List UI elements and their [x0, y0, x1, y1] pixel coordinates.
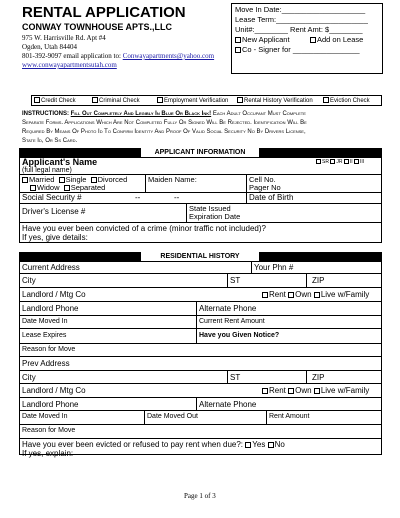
name-suffix-options [316, 158, 364, 166]
instructions-line3: Required By Means Of Photo Id To Confirm Identity And Proof Of Valid Social Security No By Drivers License, [22, 129, 306, 135]
instructions-emphasis: Fill Out Completely And Legibly In Blue Or Black Ink! [70, 111, 212, 117]
city-label: City [22, 276, 36, 285]
credit-check-checkbox[interactable] [34, 97, 40, 103]
landlord-phone-label: Landlord Phone [22, 304, 79, 313]
new-applicant-checkbox[interactable] [235, 37, 241, 43]
criminal-check-checkbox[interactable] [92, 97, 98, 103]
co-signer-checkbox[interactable] [235, 47, 241, 53]
date-of-birth-label: Date of Birth [249, 193, 294, 202]
eviction-no-label: No [274, 440, 285, 449]
zip-label: ZIP [312, 276, 325, 285]
own-label: Own [295, 290, 312, 299]
own-checkbox[interactable] [288, 292, 294, 298]
instructions-line1: Each Adult Occupant Must Complete [211, 111, 306, 117]
prev-live-family-label: Live w/Family [320, 386, 370, 395]
prev-alternate-phone-label: Alternate Phone [199, 400, 257, 409]
criminal-check-option[interactable] [92, 97, 140, 105]
rental-history-verification-checkbox[interactable] [237, 97, 243, 103]
eviction-question-text: Have you ever been evicted or refused to pay rent when due?: [22, 440, 244, 449]
eviction-yes-label: Yes [252, 440, 266, 449]
add-on-lease-checkbox[interactable] [310, 37, 316, 43]
prev-zip-label: ZIP [312, 373, 325, 382]
co-signer-label: Co - Signer for ________________ [242, 45, 360, 54]
rent-label: Rent [269, 290, 286, 299]
widow-checkbox[interactable] [30, 185, 36, 191]
pager-no-label: Pager No [249, 183, 281, 192]
separated-checkbox[interactable] [64, 185, 70, 191]
cell-no-label: Cell No. [249, 175, 276, 184]
suffix-iii-label: III [360, 159, 365, 165]
prev-landlord-mtg-label: Landlord / Mtg Co [22, 386, 86, 395]
rental-history-verification-option[interactable] [237, 97, 313, 105]
rental-history-verification-label: Rental History Verification [244, 98, 313, 104]
unit-rent-field[interactable]: Unit#:________ Rent Amt: $________ [235, 25, 363, 34]
eviction-no-checkbox[interactable] [268, 442, 274, 448]
suffix-jr-checkbox[interactable] [330, 159, 335, 164]
prev-reason-for-move-label: Reason for Move [22, 427, 76, 434]
credit-check-option[interactable] [34, 97, 76, 105]
applicant-section-title: APPLICANT INFORMATION [140, 148, 260, 157]
married-label: Married [29, 175, 55, 184]
prev-own-label: Own [295, 386, 312, 395]
prev-date-moved-out-label: Date Moved Out [147, 413, 198, 420]
ssn-dash-1: -- [135, 193, 141, 202]
new-applicant-label: New Applicant [242, 35, 290, 44]
eviction-check-option[interactable] [323, 97, 370, 105]
prev-rent-label: Rent [269, 386, 286, 395]
suffix-jr-label: JR [336, 159, 343, 165]
credit-check-label: Credit Check [41, 98, 76, 104]
prev-live-family-checkbox[interactable] [314, 388, 320, 394]
prev-rent-amount-label: Rent Amount [269, 413, 310, 420]
instructions-line4: State Id, Or Ss Card. [22, 138, 78, 144]
prev-date-moved-in-label: Date Moved In [22, 413, 68, 420]
prev-own-checkbox[interactable] [288, 388, 294, 394]
prev-address-label: Prev Address [22, 359, 70, 368]
lease-expires-label: Lease Expires [22, 332, 67, 339]
residential-section-title: RESIDENTIAL HISTORY [140, 252, 260, 261]
live-family-label: Live w/Family [320, 290, 370, 299]
company-address-line1: 975 W. Harrisville Rd. Apt #4 [22, 34, 106, 42]
instructions-lead: INSTRUCTIONS: [22, 111, 69, 117]
prev-landlord-phone-label: Landlord Phone [22, 400, 79, 409]
applicant-name-label: Applicant's Name [22, 157, 98, 167]
suffix-ii-label: II [349, 159, 353, 165]
email-link[interactable]: Conwayapartments@yahoo.com [122, 52, 215, 60]
state-label: ST [230, 276, 241, 285]
co-signer-option[interactable] [235, 46, 360, 54]
reason-for-move-label: Reason for Move [22, 346, 76, 353]
given-notice-label: Have you Given Notice? [199, 332, 280, 339]
drivers-license-label: Driver's License # [22, 207, 86, 216]
marital-status-row2 [30, 184, 105, 192]
maiden-name-label: Maiden Name: [148, 175, 197, 184]
separated-label: Separated [70, 183, 106, 192]
expiration-date-label: Expiration Date [189, 212, 241, 221]
housing-type-options [262, 290, 369, 300]
criminal-check-label: Criminal Check [99, 98, 140, 104]
landlord-mtg-label: Landlord / Mtg Co [22, 290, 86, 299]
add-on-lease-label: Add on Lease [317, 35, 364, 44]
suffix-iii-checkbox[interactable] [354, 159, 359, 164]
current-rent-amount-label: Current Rent Amount [199, 318, 265, 325]
live-family-checkbox[interactable] [314, 292, 320, 298]
phone-and-email-label: 801-392-9097 email application to: [22, 52, 121, 60]
state-issued-label: State Issued [189, 204, 231, 213]
alternate-phone-label: Alternate Phone [199, 304, 257, 313]
married-checkbox[interactable] [22, 177, 28, 183]
suffix-sr-label: SR [322, 159, 329, 165]
your-phone-label: Your Phn # [254, 263, 294, 272]
page-number: Page 1 of 3 [184, 492, 216, 500]
instructions [22, 110, 384, 146]
prev-rent-checkbox[interactable] [262, 388, 268, 394]
current-address-label: Current Address [22, 263, 80, 272]
employment-verification-option[interactable] [157, 97, 228, 105]
page-title: RENTAL APPLICATION [22, 4, 186, 21]
prev-housing-type-options [262, 386, 369, 396]
eviction-explain-label: If yes, explain: [22, 449, 74, 458]
suffix-sr-checkbox[interactable] [316, 159, 321, 164]
eviction-question [22, 440, 285, 449]
lease-term-field[interactable]: Lease Term:______________________ [235, 15, 368, 24]
suffix-ii-checkbox[interactable] [344, 159, 349, 164]
single-label: Single [65, 175, 87, 184]
conviction-question: Have you ever been convicted of a crime (minor traffic not included)? [22, 224, 266, 233]
date-moved-in-label: Date Moved In [22, 318, 68, 325]
ssn-dash-2: -- [174, 193, 180, 202]
rent-checkbox[interactable] [262, 292, 268, 298]
full-legal-name-hint: (full legal name) [22, 167, 72, 174]
employment-verification-label: Employment Verification [164, 98, 229, 104]
add-on-lease-option[interactable] [310, 36, 363, 44]
company-name: CONWAY TOWNHOUSE APTS.,LLC [22, 22, 173, 32]
new-applicant-option[interactable] [235, 36, 290, 44]
eviction-check-checkbox[interactable] [323, 97, 329, 103]
widow-label: Widow [37, 183, 60, 192]
move-in-date-field[interactable]: Move In Date:____________________ [235, 5, 366, 14]
divorced-label: Divorced [97, 175, 128, 184]
instructions-line2: Separate Forms. Applications Which Are Not Completed Fully Or Signed Will Be Rejected. Identification Will Be [22, 120, 307, 126]
eviction-yes-checkbox[interactable] [245, 442, 251, 448]
prev-state-label: ST [230, 373, 241, 382]
eviction-check-label: Eviction Check [330, 98, 370, 104]
prev-city-label: City [22, 373, 36, 382]
website-link[interactable]: www.conwayapartmentsutah.com [22, 61, 117, 69]
ssn-label: Social Security # [22, 193, 82, 202]
company-phone-line [22, 52, 214, 60]
employment-verification-checkbox[interactable] [157, 97, 163, 103]
company-address-line2: Ogden, Utah 84404 [22, 43, 78, 51]
conviction-details-label: If yes, give details: [22, 233, 88, 242]
